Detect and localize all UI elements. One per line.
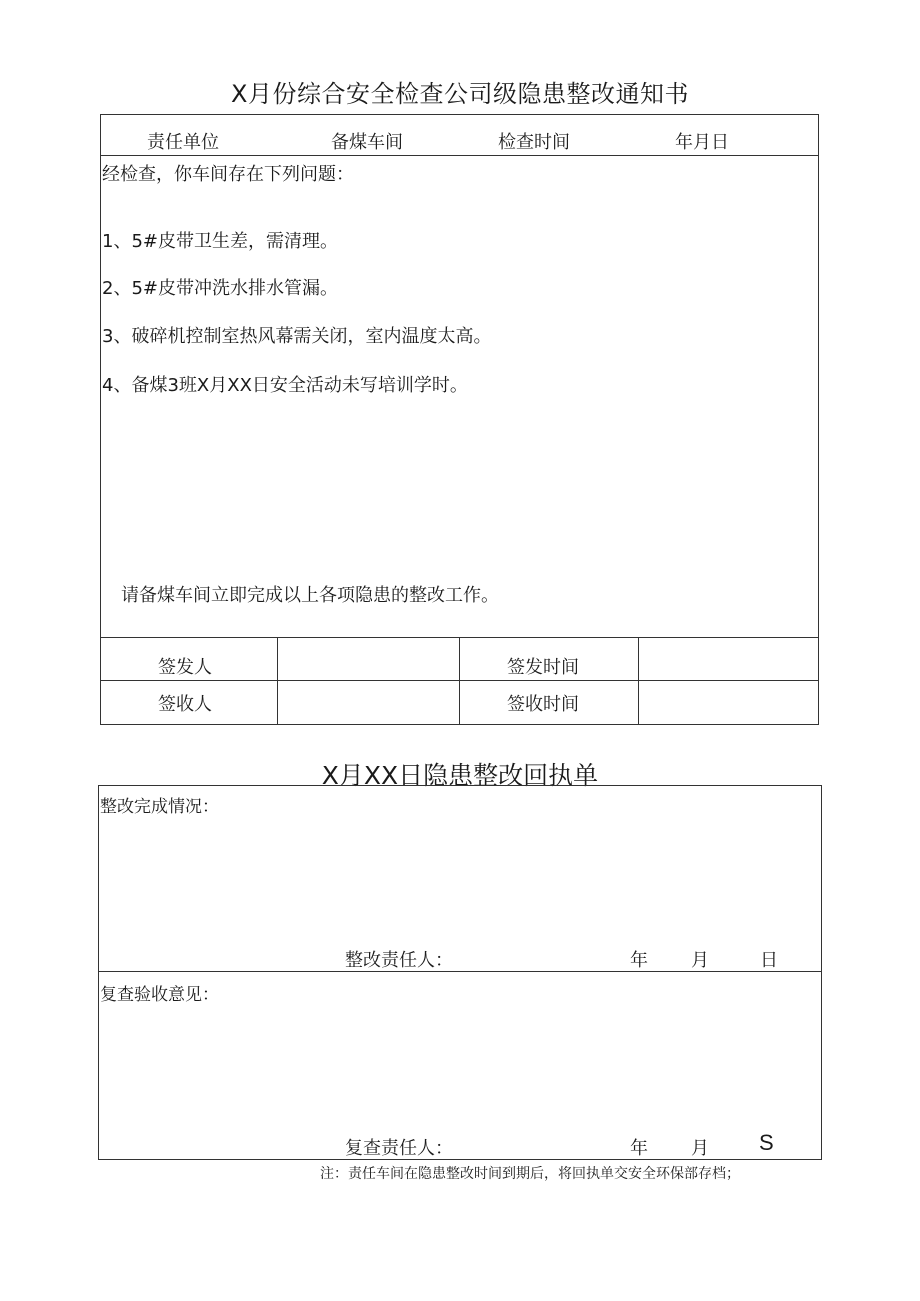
issue-item: 2、5#皮带冲洗水排水管漏。: [102, 278, 338, 299]
sign-col-divider: [277, 637, 278, 725]
issue-item: 3、破碎机控制室热风幕需关闭，室内温度太高。: [102, 326, 492, 347]
sign-col-divider: [638, 637, 639, 725]
notice-table: [100, 114, 819, 725]
issue-time-label: 签发时间: [507, 657, 579, 678]
rectify-person-label: 整改责任人：: [345, 950, 453, 971]
request-text: 请备煤车间立即完成以上各项隐患的整改工作。: [121, 585, 499, 606]
header-divider: [100, 155, 819, 156]
review-label: 复查验收意见：: [100, 985, 219, 1005]
inspection-time-value: 年月日: [675, 132, 729, 153]
inspection-time-label: 检查时间: [498, 132, 570, 153]
review-person-label: 复查责任人：: [345, 1138, 453, 1159]
notice-title: X月份综合安全检查公司级隐患整改通知书: [231, 80, 689, 108]
footnote: 注：责任车间在隐患整改时间到期后，将回执单交安全环保部存档；: [320, 1166, 740, 1182]
unit-value: 备煤车间: [331, 132, 403, 153]
intro-text: 经检查，你车间存在下列问题：: [102, 164, 354, 185]
issue-item: 4、备煤3班X月XX日安全活动未写培训学时。: [102, 375, 468, 396]
issue-item: 1、5#皮带卫生差，需清理。: [102, 231, 338, 252]
sign-col-divider: [459, 637, 460, 725]
receiver-label: 签收人: [158, 694, 212, 715]
unit-label: 责任单位: [147, 132, 219, 153]
receipt-divider: [98, 971, 822, 972]
receive-time-label: 签收时间: [507, 694, 579, 715]
rectify-day: 日: [760, 950, 778, 971]
issuer-label: 签发人: [158, 657, 212, 678]
receipt-title: X月XX日隐患整改回执单: [321, 761, 599, 790]
completion-label: 整改完成情况：: [100, 797, 219, 817]
review-year: 年: [630, 1138, 648, 1159]
rectify-month: 月: [691, 950, 709, 971]
review-day: S: [759, 1130, 774, 1155]
review-month: 月: [691, 1138, 709, 1159]
receipt-table: [98, 785, 822, 1160]
rectify-year: 年: [630, 950, 648, 971]
